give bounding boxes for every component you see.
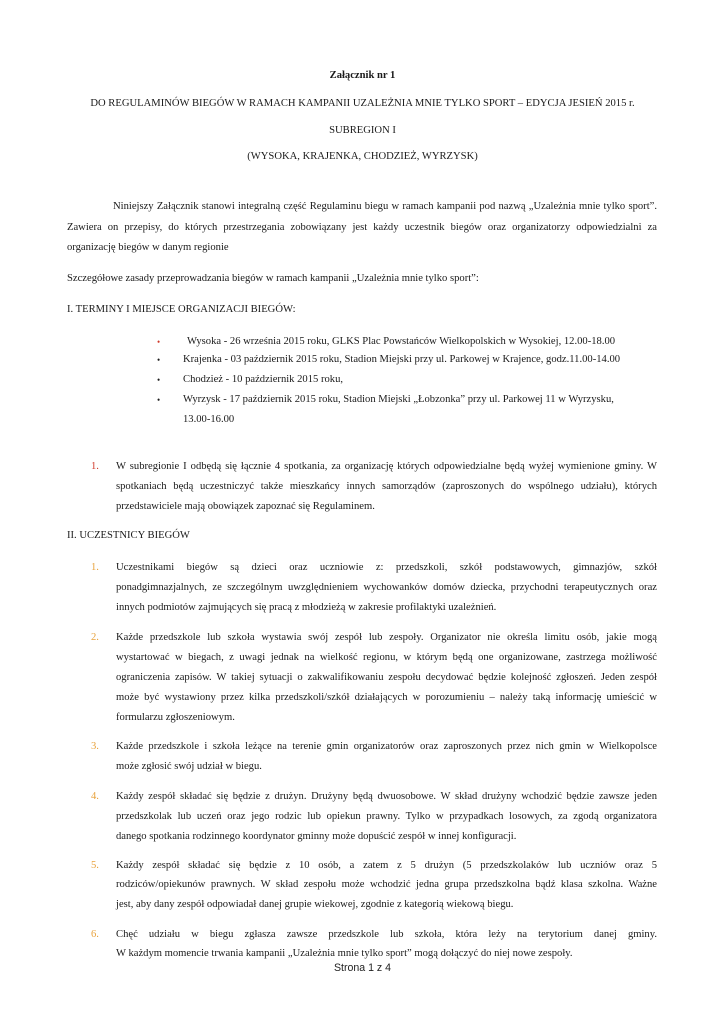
section-1-heading: I. TERMINY I MIEJSCE ORGANIZACJI BIEGÓW: xyxy=(67,304,296,315)
bullet-item: Chodzież - 10 październik 2015 roku, xyxy=(183,374,344,385)
list-item-line: danego spotkania rodzinnego koordynator gminny może dopuścić zespół w innej konfiguracji. xyxy=(116,831,517,842)
list-item-line: ograniczenia zapisów. W takiej sytuacji o zakwalifikowaniu zespołu decydować będzie kolejność zgłoszeń. Jeden zespół xyxy=(116,672,657,683)
bullet-item: Wyrzysk - 17 październik 2015 roku, Stadion Miejski „Łobzonka” przy ul. Parkowej 11 w Wyrzysku, xyxy=(183,394,614,405)
list-item-line: formularzu zgłoszeniowym. xyxy=(116,712,235,723)
subregion-title: SUBREGION I xyxy=(329,125,396,136)
page-number: Strona 1 z 4 xyxy=(333,962,392,974)
bullet-item-continuation: 13.00-16.00 xyxy=(183,414,235,425)
list-item-line: rodziców/opiekunów prawnych. W skład zespołu może wchodzić jedna grupa przedszkolna bądź klasa szkolna. Ważne xyxy=(116,879,657,890)
list-item-line: przedszkolak lub uczeń oraz jego rodzic lub opiekun prawny. Tylko w przypadkach losowych, za zgodą organizatora xyxy=(116,811,657,822)
list-item-line: może zgłosić swój udział w biegu. xyxy=(116,761,262,772)
list-item-line: Każdy zespół składać się będzie z 10 osób, a zatem z 5 drużyn (5 przedszkolaków lub uczniów oraz 5 xyxy=(116,860,657,871)
list-number: 1. xyxy=(91,461,99,472)
list-item-line: spotkaniach będą uczestniczyć także mieszkańcy innych samorządów (zaproszonych do wspólnego udziału), których xyxy=(116,481,657,492)
list-item-line: jest, aby dany zespół odpowiadał danej grupie wiekowej, zgodnie z kategorią wiekową biegu. xyxy=(116,899,514,910)
bullet-item: Wysoka - 26 września 2015 roku, GLKS Plac Powstańców Wielkopolskich w Wysokiej, 12.00-18.00 xyxy=(187,336,616,347)
list-number: 2. xyxy=(91,632,99,643)
list-item-line: Chęć udziału w biegu zgłasza zawsze przedszkole lub szkoła, która leży na terytorium danej gminy. xyxy=(116,929,657,940)
bullet-icon: • xyxy=(157,395,161,405)
subregion-places: (WYSOKA, KRAJENKA, CHODZIEŻ, WYRZYSK) xyxy=(247,151,478,162)
list-item-line: ponadgimnazjalnych, ze szczególnym uwzględnieniem wychowanków domów dziecka, przychodni terapeutycznych oraz xyxy=(116,582,657,593)
list-item-line: W subregionie I odbędą się łącznie 4 spotkania, za organizację których odpowiedzialne będą wyżej wymienione gminy. W xyxy=(116,461,657,472)
details-line: Szczegółowe zasady przeprowadzania biegów w ramach kampanii „Uzależnia mnie tylko sport”: xyxy=(67,273,479,284)
list-item-line: Każde przedszkole i szkoła leżące na terenie gmin organizatorów oraz zaproszonych przez nich gmin w Wielkopolsce xyxy=(116,741,657,752)
list-number: 5. xyxy=(91,860,99,871)
list-item-line: przedstawiciele mają obowiązek zapoznać się Regulaminem. xyxy=(116,501,375,512)
list-item-line: Uczestnikami biegów są dzieci oraz uczniowie z: przedszkoli, szkół podstawowych, gimnazjów, szkół xyxy=(116,562,657,573)
list-number: 3. xyxy=(91,741,99,752)
list-item-line: wystartować w biegach, z uwagi jednak na wielkość regionu, w którym będą one organizowane, zastrzega możliwość xyxy=(116,652,657,663)
list-number: 1. xyxy=(91,562,99,573)
list-item-line: Każdy zespół składać się będzie z drużyn. Drużyny będą dwuosobowe. W skład drużyny wchodzić będzie zawsze jeden xyxy=(116,791,657,802)
bullet-icon: • xyxy=(157,337,161,347)
intro-paragraph: Niniejszy Załącznik stanowi integralną część Regulaminu biegu w ramach kampanii pod nazwą „Uzależnia mnie tylko sport”. Zawiera on przepisy, do których przestrzegania zobowiązany jest każdy uczestnik biegów oraz organizatorzy odpowiedzialni za organizację biegów w danym regionie xyxy=(67,201,657,254)
list-item-line: innych podmiotów zajmujących się pracą z młodzieżą w zakresie profilaktyki uzależnień. xyxy=(116,602,497,613)
annex-title: Załącznik nr 1 xyxy=(329,70,396,81)
list-item-line: Każde przedszkole lub szkoła wystawia swój zespół lub zespoły. Organizator nie określa limitu osób, jakie mogą xyxy=(116,632,657,643)
list-number: 4. xyxy=(91,791,99,802)
section-2-heading: II. UCZESTNICY BIEGÓW xyxy=(67,530,190,541)
document-subtitle: DO REGULAMINÓW BIEGÓW W RAMACH KAMPANII UZALEŻNIA MNIE TYLKO SPORT – EDYCJA JESIEŃ 2015 r. xyxy=(90,98,635,109)
list-number: 6. xyxy=(91,929,99,940)
bullet-icon: • xyxy=(157,375,161,385)
list-item-line: W każdym momencie trwania kampanii „Uzależnia mnie tylko sport” mogą dołączyć do niej nowe zespoły. xyxy=(116,948,573,959)
bullet-icon: • xyxy=(157,355,161,365)
list-item-line: może być wystawiony przez kilka przedszkoli/szkół działających w porozumieniu – należy taką informację umieścić w xyxy=(116,692,657,703)
bullet-item: Krajenka - 03 październik 2015 roku, Stadion Miejski przy ul. Parkowej w Krajence, godz.11.00-14.00 xyxy=(183,354,621,365)
